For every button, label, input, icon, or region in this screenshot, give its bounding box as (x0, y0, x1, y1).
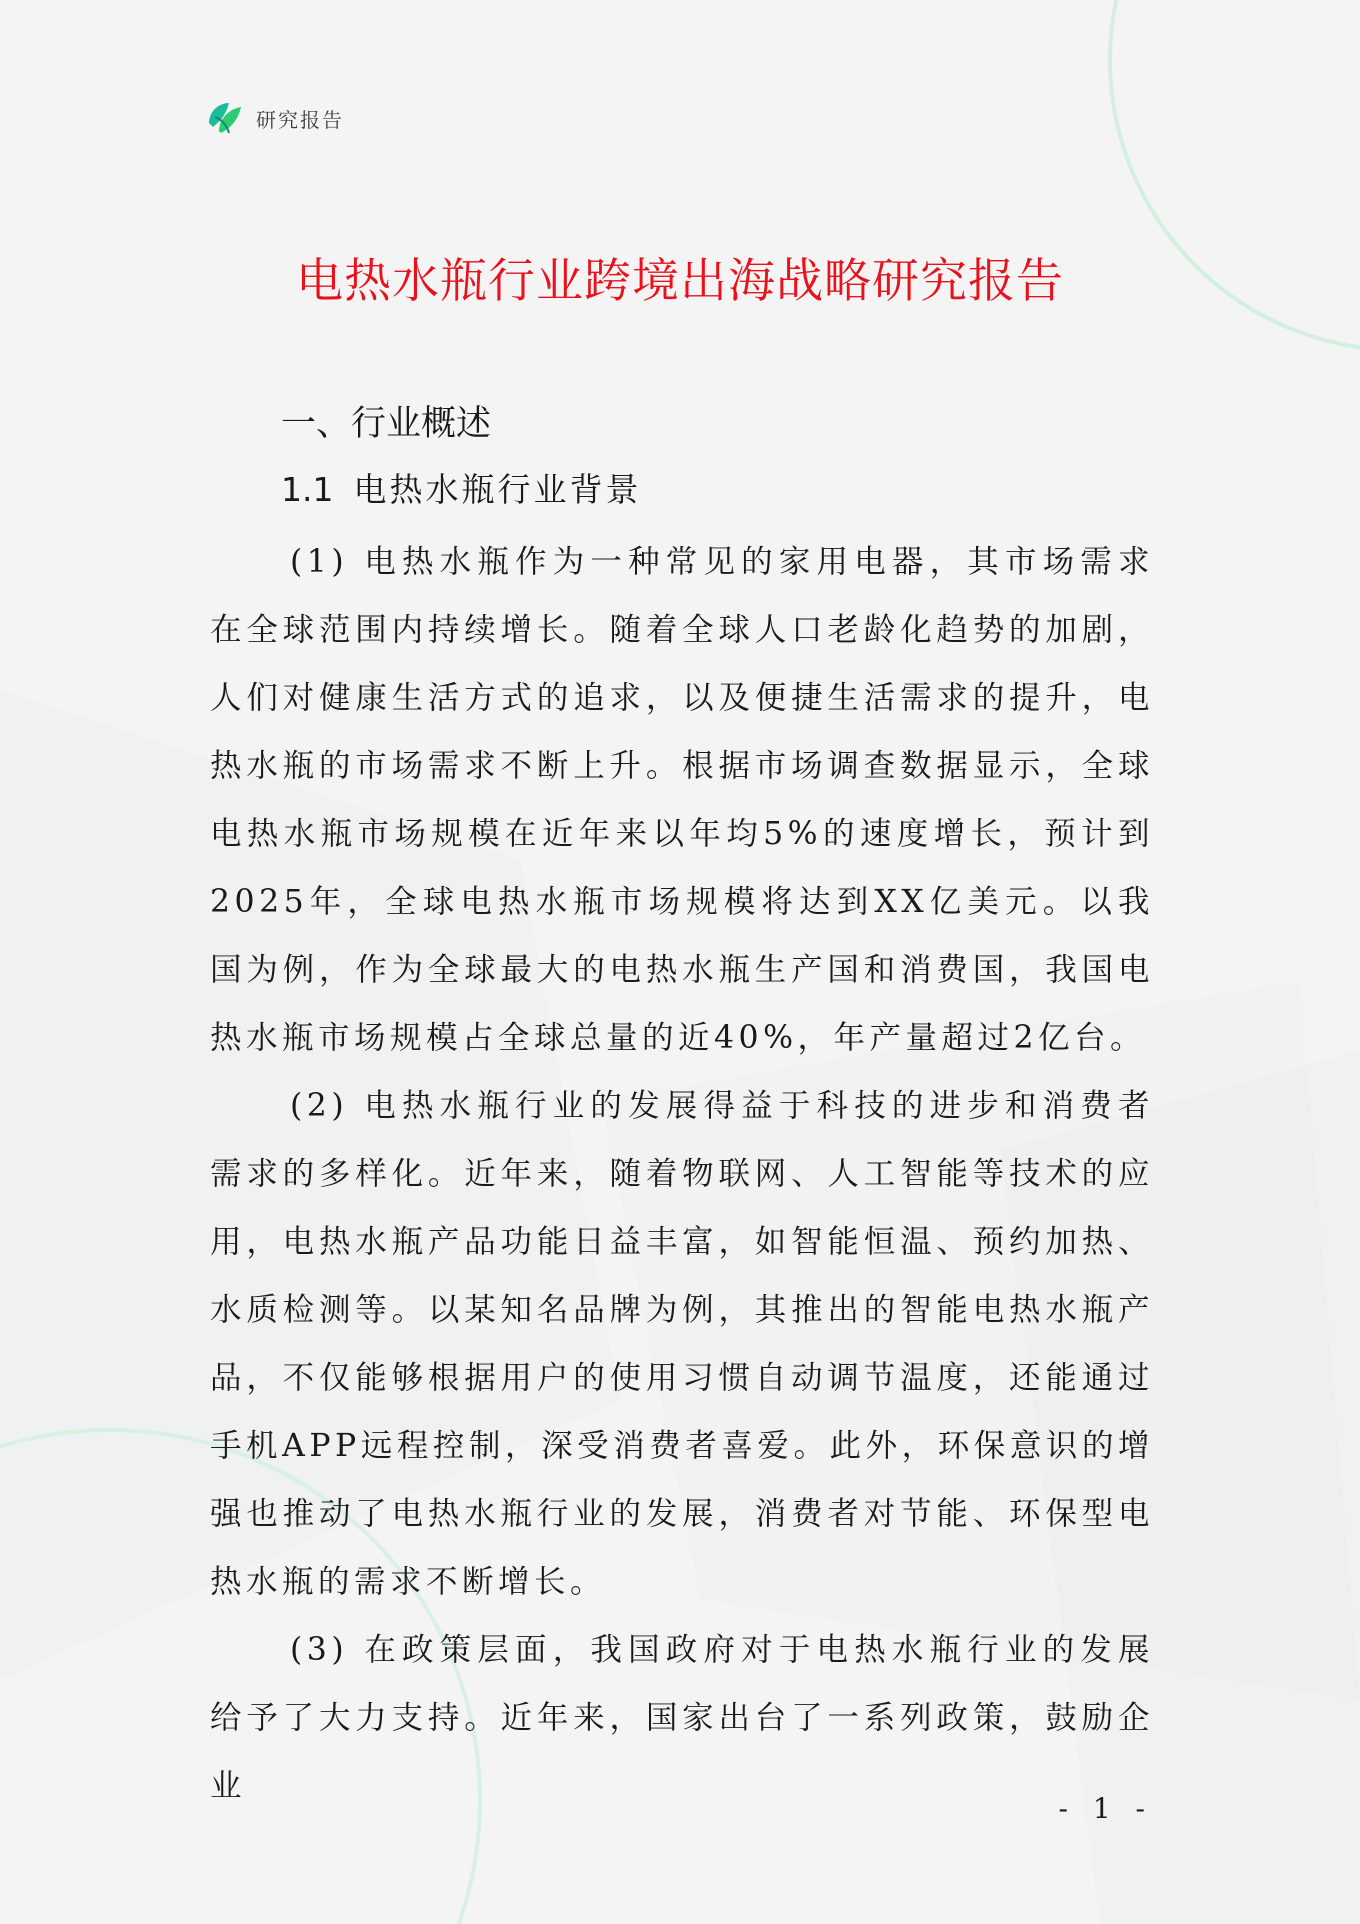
header-label: 研究报告 (256, 108, 344, 132)
subsection-heading (281, 464, 641, 511)
paragraph-2: (2) 电热水瓶行业的发展得益于科技的进步和消费者需求的多样化。近年来，随着物联网、人工智能等技术的应用，电热水瓶产品功能日益丰富，如智能恒温、预约加热、水质检测等。以某知名品牌为例，其推出的智能电热水瓶产品，不仅能够根据用户的使用习惯自动调节温度，还能通过手机APP远程控制，深受消费者喜爱。此外，环保意识的增强也推动了电热水瓶行业的发展，消费者对节能、环保型电热水瓶的需求不断增长。 (210, 1088, 1154, 1600)
paragraph-3: (3) 在政策层面，我国政府对于电热水瓶行业的发展给予了大力支持。近年来，国家出台了一系列政策，鼓励企业 (210, 1632, 1154, 1804)
body-text (210, 528, 1154, 1820)
section-heading: 一、行业概述 (281, 404, 492, 444)
subsection-title: 电热水瓶行业背景 (353, 470, 642, 509)
page-number: - 1 - (1058, 1792, 1153, 1825)
leaf-logo-icon (205, 97, 245, 137)
paragraph-1: (1) 电热水瓶作为一种常见的家用电器，其市场需求在全球范围内持续增长。随着全球人口老龄化趋势的加剧，人们对健康生活方式的追求，以及便捷生活需求的提升，电热水瓶的市场需求不断上升。根据市场调查数据显示，全球电热水瓶市场规模在近年来以年均5%的速度增长，预计到2025年，全球电热水瓶市场规模将达到XX亿美元。以我国为例，作为全球最大的电热水瓶生产国和消费国，我国电热水瓶市场规模占全球总量的近40%，年产量超过2亿台。 (210, 544, 1154, 1056)
subsection-number: 1.1 (281, 470, 334, 509)
document-title: 电热水瓶行业跨境出海战略研究报告 (296, 254, 1064, 309)
